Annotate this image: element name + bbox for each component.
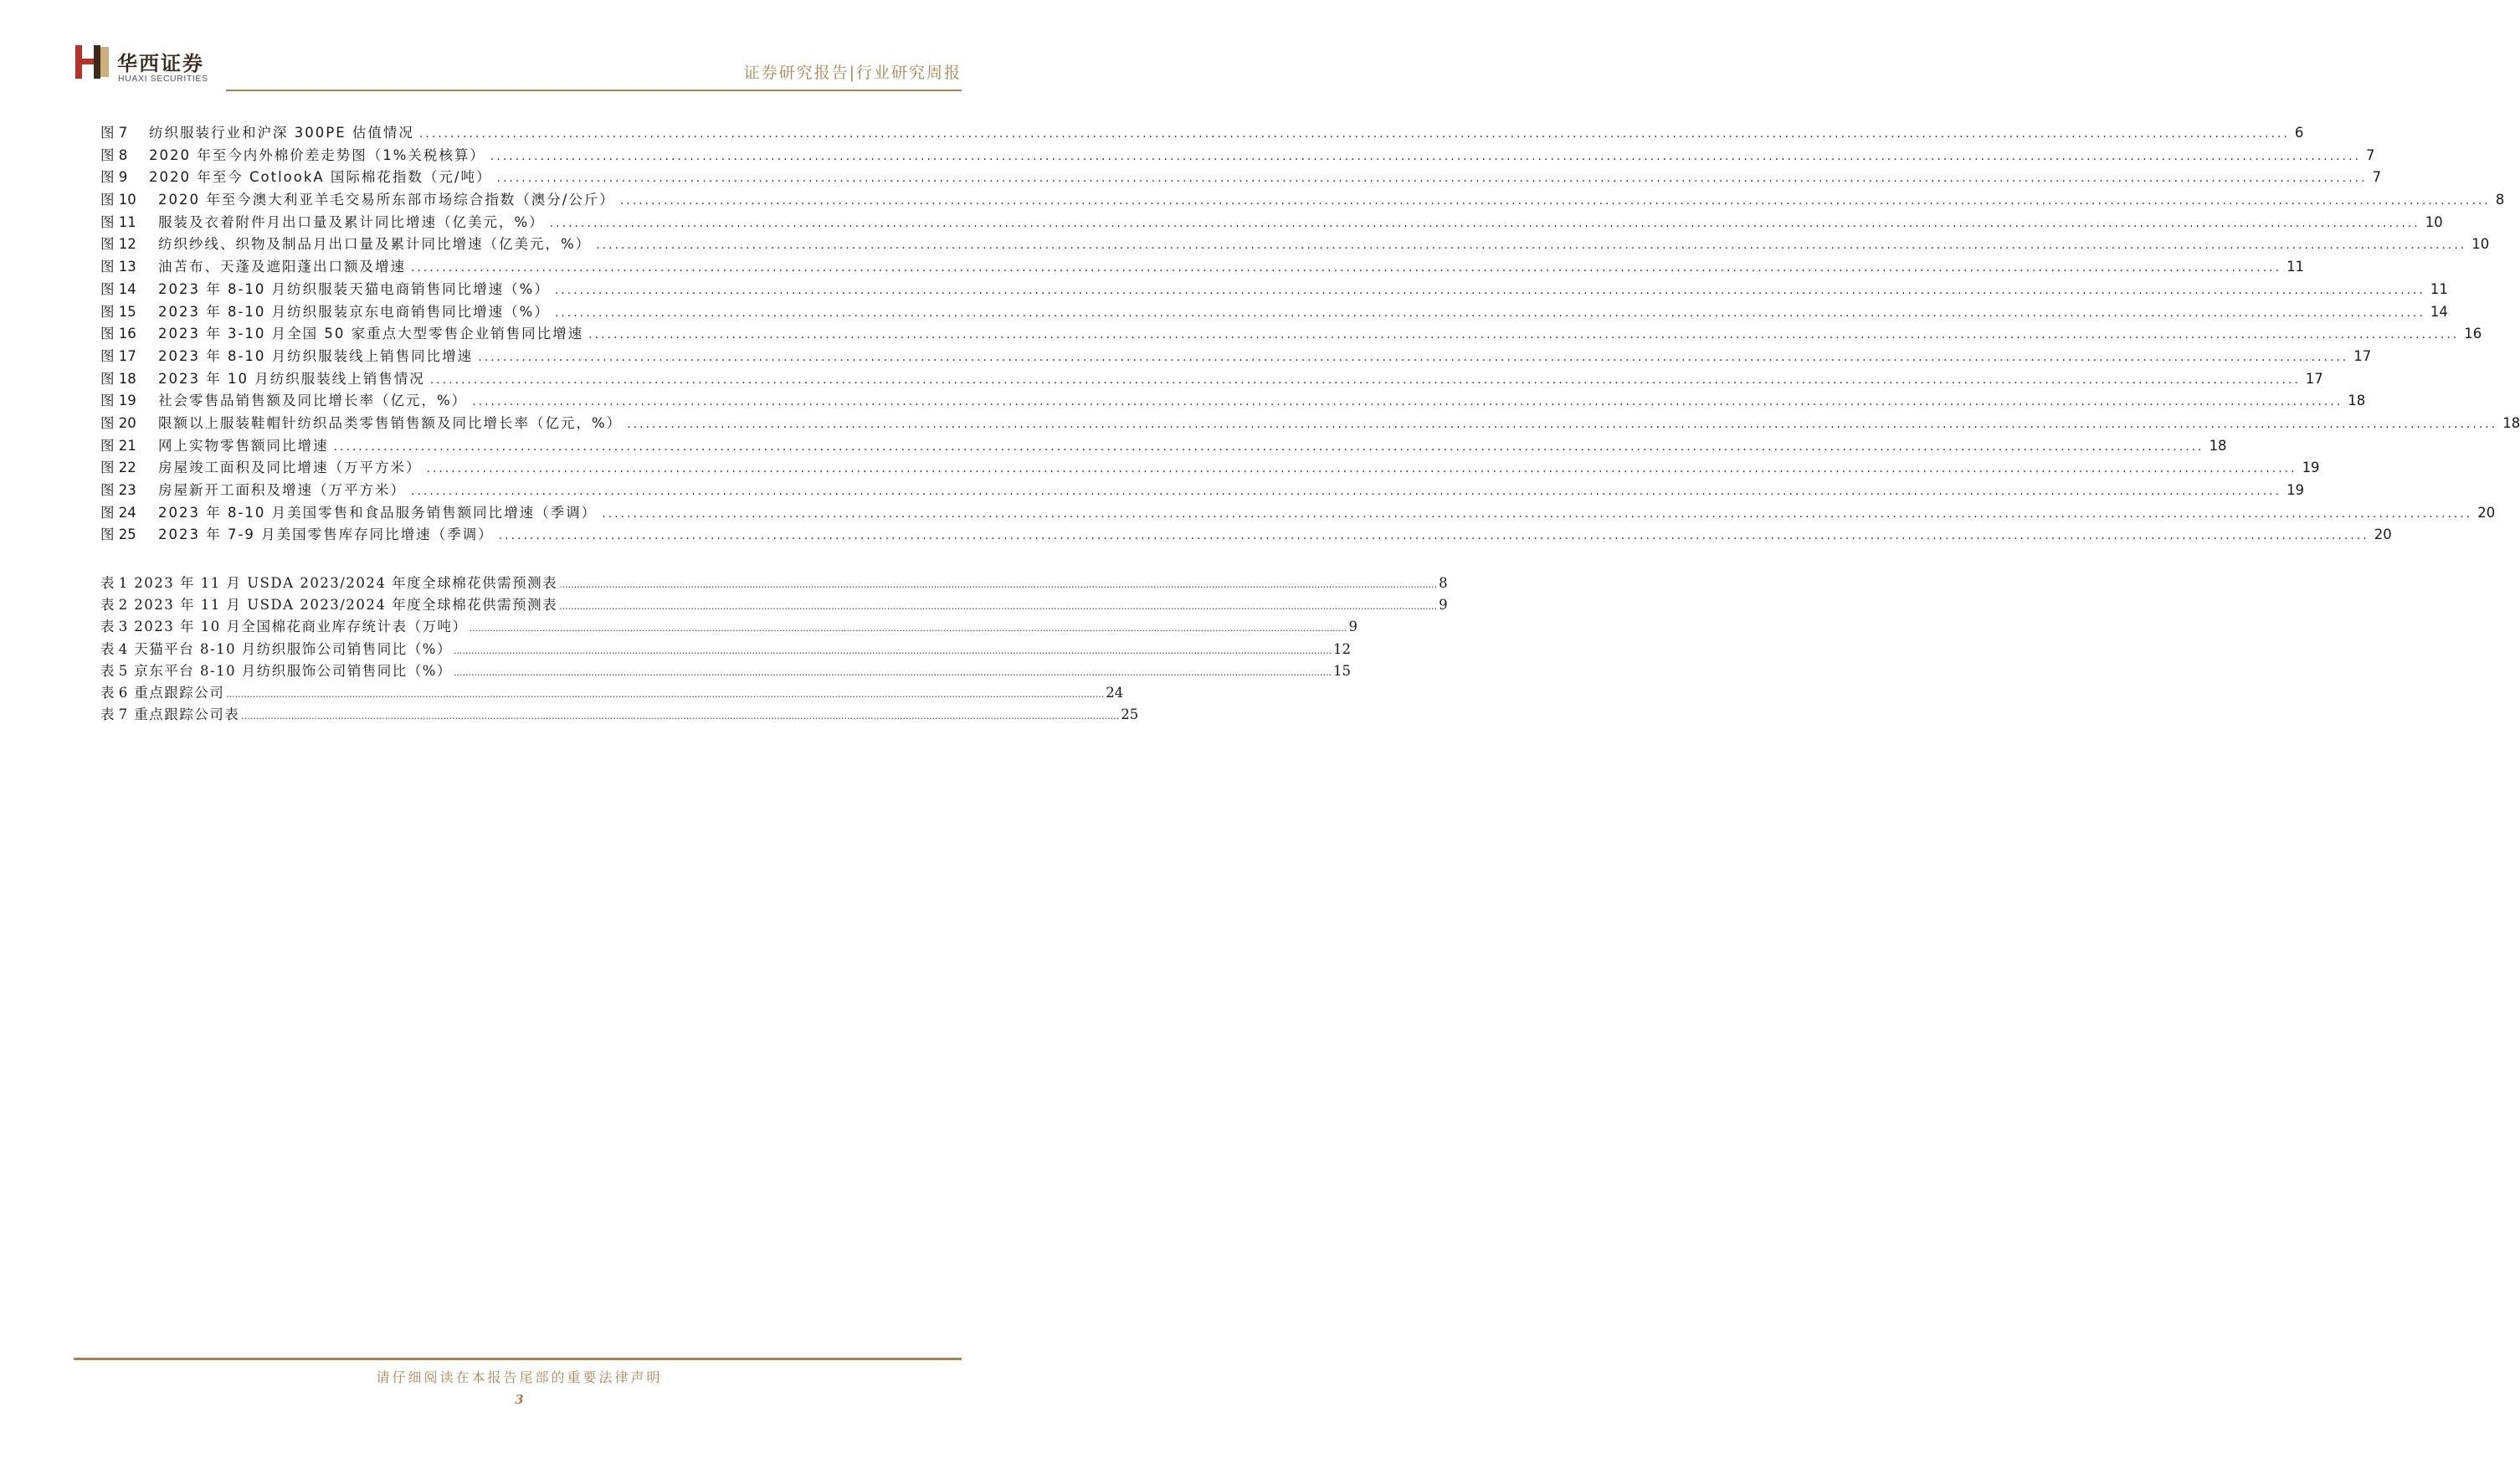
entry-title: 2023 年 8-10 月纺织服装京东电商销售同比增速（%） xyxy=(158,303,550,320)
figure-entry[interactable] xyxy=(100,412,2520,434)
entry-title: 2023 年 8-10 月纺织服装线上销售同比增速 xyxy=(158,347,474,364)
entry-page: 17 xyxy=(2353,347,2372,364)
dot-leader: ............................................................................................................................................................................................................................................................................................................ xyxy=(454,666,1332,678)
brand-name-en: HUAXI SECURITIES xyxy=(118,74,208,84)
dot-leader: ............................................................................................................................................................................................................................................................................................................ xyxy=(496,172,2368,186)
entry-page: 20 xyxy=(2477,504,2496,521)
entry-title: 2020 年至今 CotlookA 国际棉花指数（元/吨） xyxy=(149,169,492,186)
entry-label: 表 5 xyxy=(100,662,128,679)
entry-title: 2023 年 10 月全国棉花商业库存统计表（万吨） xyxy=(134,619,468,635)
entry-title: 纺织纱线、织物及制品月出口量及累计同比增速（亿美元，%） xyxy=(158,236,592,253)
table-entry[interactable] xyxy=(100,660,1351,681)
entry-page: 7 xyxy=(2372,169,2382,186)
figure-entry[interactable] xyxy=(100,211,2443,234)
dot-leader: ............................................................................................................................................................................................................................................................................................................ xyxy=(559,579,1438,590)
entry-label: 图 14 xyxy=(100,280,136,297)
entry-title: 房屋竣工面积及同比增速（万平方米） xyxy=(158,460,422,476)
entry-label: 图 7 xyxy=(100,125,128,141)
table-entry[interactable] xyxy=(100,681,1124,703)
entry-label: 图 20 xyxy=(100,414,136,431)
figure-entry[interactable] xyxy=(100,144,2375,167)
entry-title: 2023 年 3-10 月全国 50 家重点大型零售企业销售同比增速 xyxy=(158,326,584,342)
entry-page: 20 xyxy=(2374,526,2392,543)
entry-title: 油苫布、天蓬及遮阳蓬出口额及增速 xyxy=(158,259,406,275)
figure-entry[interactable] xyxy=(100,278,2448,300)
table-entry[interactable] xyxy=(100,593,1448,615)
entry-label: 图 16 xyxy=(100,326,136,342)
huaxi-logo-icon xyxy=(74,44,112,80)
entry-page: 18 xyxy=(2348,393,2366,409)
figure-list xyxy=(100,121,2520,546)
entry-page: 24 xyxy=(1106,684,1124,701)
entry-label: 图 22 xyxy=(100,460,136,476)
figure-entry[interactable] xyxy=(100,121,2304,144)
entry-label: 表 2 xyxy=(100,597,128,614)
entry-title: 2020 年至今澳大利亚羊毛交易所东部市场综合指数（澳分/公斤） xyxy=(158,192,615,208)
entry-label: 图 19 xyxy=(100,393,136,409)
dot-leader: ............................................................................................................................................................................................................................................................................................................ xyxy=(554,283,2425,297)
entry-title: 房屋新开工面积及增速（万平方米） xyxy=(158,482,406,498)
entry-page: 14 xyxy=(2430,303,2448,320)
entry-title: 天猫平台 8-10 月纺织服饰公司销售同比（%） xyxy=(134,640,452,657)
entry-label: 图 23 xyxy=(100,482,136,498)
page-header xyxy=(0,0,1039,96)
dot-leader: ............................................................................................................................................................................................................................................................................................................ xyxy=(627,417,2498,431)
figure-entry[interactable] xyxy=(100,300,2448,323)
report-type: 证券研究报告|行业研究周报 xyxy=(743,64,962,82)
dot-leader: ............................................................................................................................................................................................................................................................................................................ xyxy=(226,688,1105,700)
entry-label: 图 25 xyxy=(100,526,136,543)
dot-leader: ............................................................................................................................................................................................................................................................................................................ xyxy=(426,462,2297,476)
entry-label: 图 12 xyxy=(100,236,136,253)
entry-title: 2023 年 7-9 月美国零售库存同比增速（季调） xyxy=(158,526,494,543)
entry-label: 图 24 xyxy=(100,504,136,521)
entry-label: 图 21 xyxy=(100,437,136,454)
dot-leader: ............................................................................................................................................................................................................................................................................................................ xyxy=(490,149,2361,163)
dot-leader: ............................................................................................................................................................................................................................................................................................................ xyxy=(554,306,2425,320)
dot-leader: ............................................................................................................................................................................................................................................................................................................ xyxy=(498,529,2369,543)
table-entry[interactable] xyxy=(100,703,1139,725)
entry-label: 图 18 xyxy=(100,370,136,387)
dot-leader: ............................................................................................................................................................................................................................................................................................................ xyxy=(549,216,2420,230)
entry-page: 17 xyxy=(2305,370,2323,387)
entry-page: 18 xyxy=(2209,437,2227,454)
figure-entry[interactable] xyxy=(100,479,2305,501)
dot-leader: ............................................................................................................................................................................................................................................................................................................ xyxy=(418,127,2290,141)
dot-leader: ............................................................................................................................................................................................................................................................................................................ xyxy=(411,485,2282,498)
dot-leader: ............................................................................................................................................................................................................................................................................................................ xyxy=(588,328,2460,342)
figure-entry[interactable] xyxy=(100,233,2490,255)
dot-leader: ............................................................................................................................................................................................................................................................................................................ xyxy=(619,194,2491,208)
entry-label: 图 9 xyxy=(100,169,128,186)
dot-leader: ............................................................................................................................................................................................................................................................................................................ xyxy=(472,395,2343,409)
entry-page: 10 xyxy=(2425,213,2443,230)
entry-title: 2023 年 10 月纺织服装线上销售情况 xyxy=(158,370,425,387)
entry-page: 8 xyxy=(2495,192,2505,208)
entry-title: 2023 年 11 月 USDA 2023/2024 年度全球棉花供需预测表 xyxy=(134,575,558,591)
table-list xyxy=(100,572,1448,725)
entry-page: 18 xyxy=(2502,414,2520,431)
entry-title: 服装及衣着附件月出口量及累计同比增速（亿美元，%） xyxy=(158,213,545,230)
entry-page: 12 xyxy=(1332,640,1351,657)
entry-label: 图 8 xyxy=(100,146,128,163)
figure-entry[interactable] xyxy=(100,434,2227,457)
dot-leader: ............................................................................................................................................................................................................................................................................................................ xyxy=(596,239,2467,253)
entry-page: 25 xyxy=(1121,706,1139,723)
entry-page: 11 xyxy=(2430,280,2448,297)
entry-label: 图 10 xyxy=(100,192,136,208)
dot-leader: ............................................................................................................................................................................................................................................................................................................ xyxy=(559,601,1438,613)
entry-label: 表 6 xyxy=(100,684,128,701)
entry-title: 2020 年至今内外棉价差走势图（1%关税核算） xyxy=(149,146,485,163)
table-entry[interactable] xyxy=(100,615,1358,637)
brand-name-cn: 华西证券 xyxy=(117,51,204,75)
entry-page: 19 xyxy=(2302,460,2320,476)
entry-label: 图 11 xyxy=(100,213,136,230)
legal-notice: 请仔细阅读在本报告尾部的重要法律声明 xyxy=(376,1369,663,1385)
figure-entry[interactable] xyxy=(100,255,2305,278)
entry-page: 7 xyxy=(2365,146,2375,163)
dot-leader: ............................................................................................................................................................................................................................................................................................................ xyxy=(478,350,2349,364)
entry-page: 15 xyxy=(1332,662,1351,679)
entry-title: 纺织服装行业和沪深 300PE 估值情况 xyxy=(149,125,414,141)
dot-leader: ............................................................................................................................................................................................................................................................................................................ xyxy=(241,711,1120,722)
entry-title: 京东平台 8-10 月纺织服饰公司销售同比（%） xyxy=(134,662,452,679)
entry-page: 19 xyxy=(2286,482,2305,498)
table-entry[interactable] xyxy=(100,572,1448,593)
dot-leader: ............................................................................................................................................................................................................................................................................................................ xyxy=(454,645,1332,656)
entry-label: 图 13 xyxy=(100,259,136,275)
dot-leader: ............................................................................................................................................................................................................................................................................................................ xyxy=(333,439,2204,454)
dot-leader: ............................................................................................................................................................................................................................................................................................................ xyxy=(602,506,2473,521)
entry-title: 2023 年 11 月 USDA 2023/2024 年度全球棉花供需预测表 xyxy=(134,597,558,614)
entry-page: 8 xyxy=(1439,575,1448,591)
figure-entry[interactable] xyxy=(100,188,2505,211)
entry-title: 2023 年 8-10 月纺织服装天猫电商销售同比增速（%） xyxy=(158,280,550,297)
entry-title: 重点跟踪公司表 xyxy=(134,706,240,723)
entry-page: 16 xyxy=(2464,326,2482,342)
entry-label: 图 17 xyxy=(100,347,136,364)
entry-title: 限额以上服装鞋帽针纺织品类零售销售额及同比增长率（亿元，%） xyxy=(158,414,623,431)
figure-entry[interactable] xyxy=(100,166,2382,188)
entry-page: 10 xyxy=(2471,236,2490,253)
figure-entry[interactable] xyxy=(100,322,2482,345)
table-entry[interactable] xyxy=(100,638,1351,660)
entry-title: 重点跟踪公司 xyxy=(134,684,225,701)
page-number: 3 xyxy=(515,1392,524,1407)
entry-title: 2023 年 8-10 月美国零售和食品服务销售额同比增速（季调） xyxy=(158,504,598,521)
entry-label: 图 15 xyxy=(100,303,136,320)
dot-leader: ............................................................................................................................................................................................................................................................................................................ xyxy=(469,623,1347,634)
entry-page: 9 xyxy=(1348,619,1358,635)
entry-label: 表 7 xyxy=(100,706,128,723)
dot-leader: ............................................................................................................................................................................................................................................................................................................ xyxy=(429,372,2301,387)
huaxi-logo xyxy=(74,44,208,89)
footer-divider xyxy=(74,1358,962,1360)
figure-entry[interactable] xyxy=(100,367,2323,390)
header-divider xyxy=(226,90,962,91)
entry-label: 表 3 xyxy=(100,619,128,635)
entry-page: 11 xyxy=(2286,259,2305,275)
entry-title: 社会零售品销售额及同比增长率（亿元，%） xyxy=(158,393,468,409)
dot-leader: ............................................................................................................................................................................................................................................................................................................ xyxy=(411,261,2282,275)
figure-entry[interactable] xyxy=(100,456,2320,479)
figure-entry[interactable] xyxy=(100,345,2372,367)
entry-page: 6 xyxy=(2294,125,2304,141)
entry-label: 表 4 xyxy=(100,640,128,657)
figure-entry[interactable] xyxy=(100,501,2496,524)
entry-title: 网上实物零售额同比增速 xyxy=(158,437,329,454)
figure-entry[interactable] xyxy=(100,523,2392,546)
entry-page: 9 xyxy=(1439,597,1448,614)
entry-label: 表 1 xyxy=(100,575,128,591)
figure-entry[interactable] xyxy=(100,389,2366,412)
